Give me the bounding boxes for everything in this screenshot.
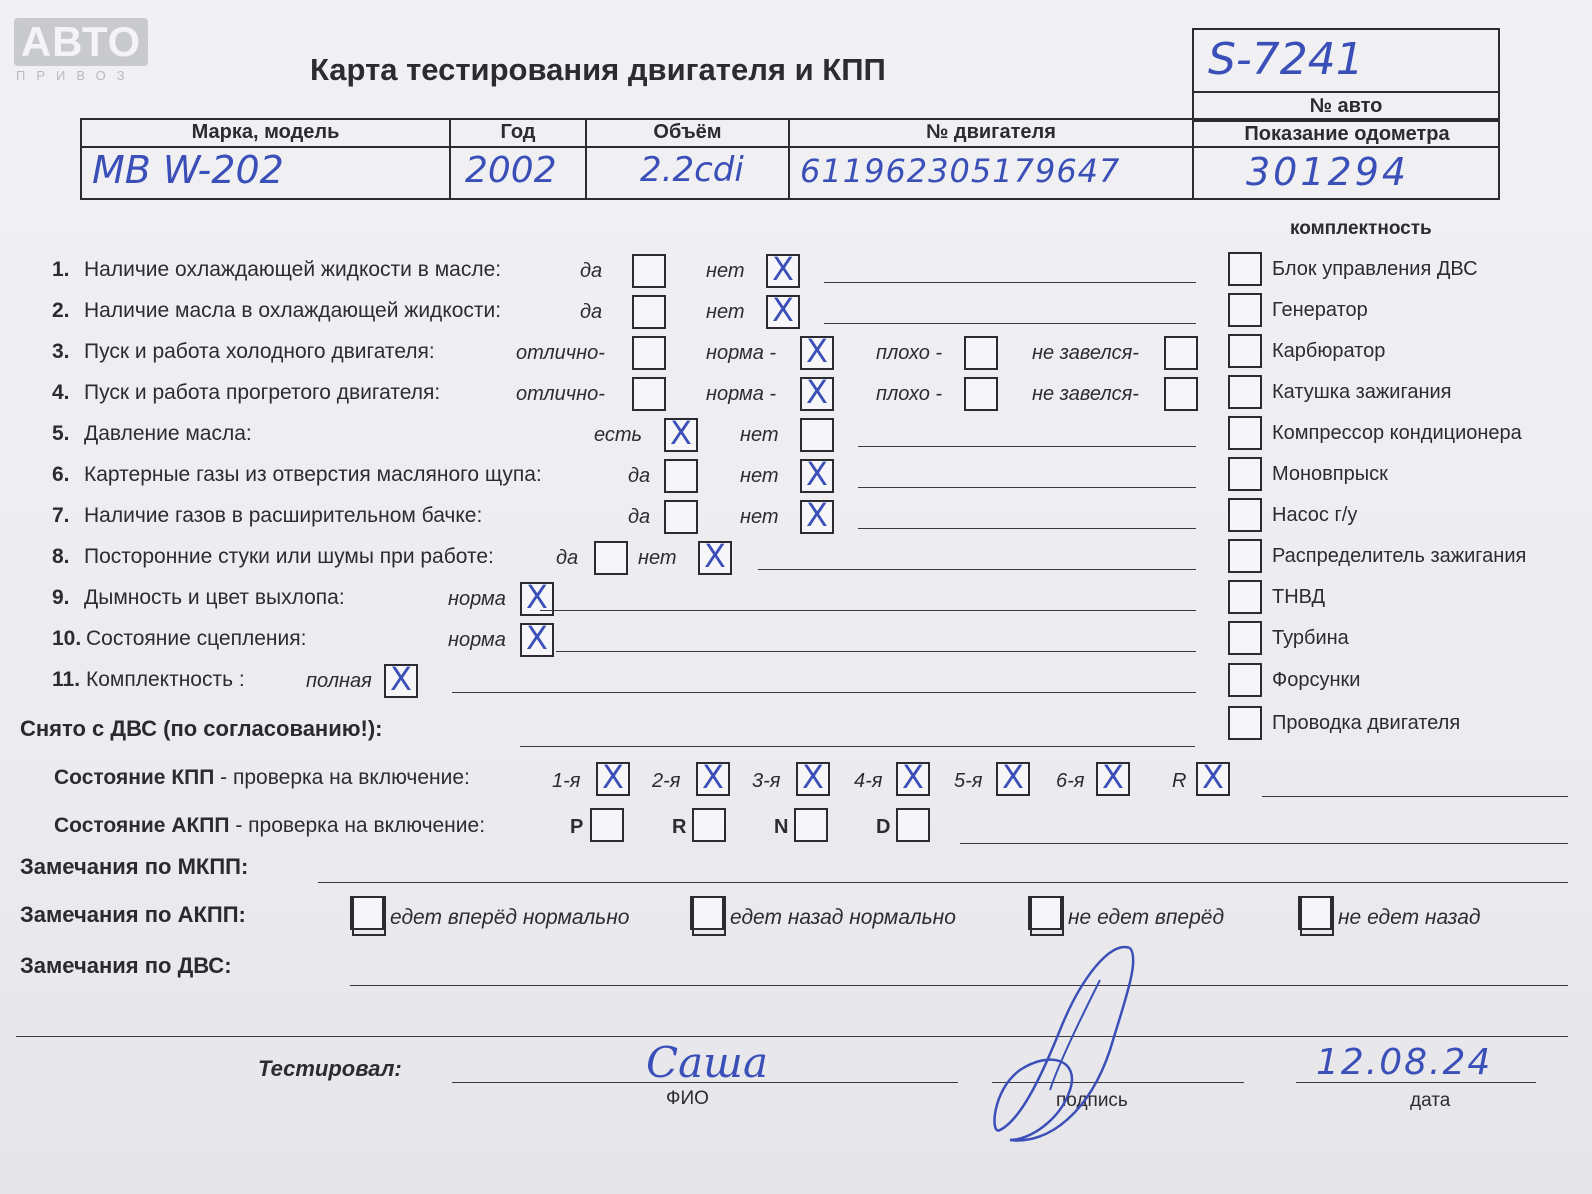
- row-label: Давление масла:: [84, 422, 252, 445]
- row-3-checkbox-2-mark: X: [806, 332, 828, 370]
- car-number-label: № авто: [1309, 95, 1383, 117]
- option-label: отлично-: [516, 383, 605, 405]
- completeness-item-label: Насос г/у: [1272, 504, 1358, 526]
- signature: [990, 940, 1150, 1150]
- row-6-checkbox-1[interactable]: [664, 459, 698, 493]
- kpp-gear-checkbox-1-mark: X: [602, 758, 624, 796]
- row-7-checkbox-1[interactable]: [664, 500, 698, 534]
- header-engine-number: № двигателя: [926, 121, 1056, 143]
- option-label: полная: [306, 670, 372, 692]
- row-4-checkbox-4[interactable]: [1164, 377, 1198, 411]
- completeness-item-label: ТНВД: [1272, 586, 1326, 608]
- akpp-gear-label: D: [876, 816, 891, 838]
- option-label: нет: [706, 301, 745, 323]
- completeness-item-label: Компрессор кондиционера: [1272, 422, 1522, 444]
- row-3-checkbox-1[interactable]: [632, 336, 666, 370]
- option-label: да: [556, 547, 579, 569]
- akpp-label: Состояние АКПП - проверка на включение:: [54, 814, 486, 837]
- answer-line: [452, 692, 1196, 693]
- row-number: 9.: [52, 586, 70, 609]
- answer-line: [824, 282, 1196, 283]
- answer-line: [556, 651, 1196, 652]
- date-caption: дата: [1410, 1090, 1451, 1111]
- row-label: Состояние сцепления:: [86, 627, 307, 650]
- row-number: 3.: [52, 340, 70, 363]
- completeness-item-label: Турбина: [1272, 627, 1349, 649]
- row-number: 5.: [52, 422, 70, 445]
- value-year: 2002: [465, 150, 557, 191]
- gear-label: R: [1172, 770, 1187, 792]
- row-8-checkbox-1[interactable]: [594, 541, 628, 575]
- row-number: 7.: [52, 504, 70, 527]
- header-volume: Объём: [653, 121, 722, 143]
- row-number: 10.: [52, 627, 82, 650]
- signature-caption: подпись: [1056, 1090, 1128, 1111]
- option-label: да: [628, 506, 651, 528]
- row-9-checkbox-1-mark: X: [526, 578, 548, 616]
- gear-label: 3-я: [752, 770, 781, 792]
- answer-line: [858, 528, 1196, 529]
- option-label: нет: [740, 465, 779, 487]
- value-odometer: 301294: [1246, 150, 1410, 194]
- row-number: 4.: [52, 381, 70, 404]
- completeness-item-label: Блок управления ДВС: [1272, 258, 1478, 280]
- row-3-checkbox-4[interactable]: [1164, 336, 1198, 370]
- tested-label: Тестировал:: [258, 1056, 402, 1081]
- row-label: Наличие масла в охлаждающей жидкости:: [84, 299, 502, 322]
- akpp-remark-box: [352, 896, 386, 936]
- completeness-title: комплектность: [1290, 218, 1432, 239]
- completeness-item-label: Карбюратор: [1272, 340, 1386, 362]
- akpp-gear-label: P: [570, 816, 584, 838]
- row-number: 1.: [52, 258, 70, 281]
- akpp-gear-checkbox-2[interactable]: [692, 808, 726, 842]
- value-volume: 2.2cdi: [640, 150, 744, 190]
- akpp-remark-label: не едет назад: [1338, 906, 1481, 929]
- option-label: плохо -: [876, 342, 943, 364]
- akpp-gear-label: R: [672, 816, 687, 838]
- row-6-checkbox-2-mark: X: [806, 455, 828, 493]
- answer-line: [540, 610, 1196, 611]
- row-2-checkbox-1[interactable]: [632, 295, 666, 329]
- row-label: Дымность и цвет выхлопа:: [84, 586, 345, 609]
- option-label: норма -: [706, 342, 777, 364]
- remarks-dvs-label: Замечания по ДВС:: [20, 953, 232, 978]
- fio-caption: ФИО: [666, 1088, 709, 1109]
- logo-subtitle: ПРИВОЗ: [16, 68, 136, 83]
- akpp-gear-checkbox-4[interactable]: [896, 808, 930, 842]
- row-4-checkbox-3[interactable]: [964, 377, 998, 411]
- akpp-remark-label: едет назад нормально: [730, 906, 956, 929]
- gear-label: 1-я: [552, 770, 581, 792]
- row-label: Посторонние стуки или шумы при работе:: [84, 545, 494, 568]
- completeness-checkbox-12[interactable]: [1228, 706, 1262, 740]
- option-label: нет: [740, 506, 779, 528]
- row-4-checkbox-2-mark: X: [806, 373, 828, 411]
- car-number-value: S-7241: [1208, 34, 1364, 85]
- remarks-akpp-label: Замечания по АКПП:: [20, 902, 246, 927]
- kpp-gear-checkbox-6-mark: X: [1102, 758, 1124, 796]
- option-label: да: [580, 260, 603, 282]
- gear-label: 6-я: [1056, 770, 1085, 792]
- gear-label: 5-я: [954, 770, 983, 792]
- answer-line: [824, 323, 1196, 324]
- completeness-item-label: Форсунки: [1272, 669, 1361, 691]
- akpp-gear-label: N: [774, 816, 789, 838]
- kpp-gear-checkbox-7-mark: X: [1202, 758, 1224, 796]
- row-label: Комплектность :: [86, 668, 245, 691]
- completeness-item-label: Проводка двигателя: [1272, 712, 1461, 734]
- kpp-label: Состояние КПП - проверка на включение:: [54, 766, 470, 789]
- removed-label: Снято с ДВС (по согласованию!):: [20, 716, 383, 741]
- completeness-item-label: Распределитель зажигания: [1272, 545, 1527, 567]
- akpp-gear-checkbox-3[interactable]: [794, 808, 828, 842]
- row-number: 2.: [52, 299, 70, 322]
- akpp-gear-checkbox-1[interactable]: [590, 808, 624, 842]
- completeness-item-label: Генератор: [1272, 299, 1368, 321]
- completeness-checkbox-10[interactable]: [1228, 621, 1262, 655]
- completeness-item-label: Моновпрыск: [1272, 463, 1388, 485]
- row-number: 8.: [52, 545, 70, 568]
- completeness-checkbox-1[interactable]: [1228, 252, 1262, 286]
- kpp-gear-checkbox-5-mark: X: [1002, 758, 1024, 796]
- row-label: Пуск и работа прогретого двигателя:: [84, 381, 441, 404]
- row-5-checkbox-1-mark: X: [670, 414, 692, 452]
- akpp-remark-label: не едет вперёд: [1068, 906, 1225, 929]
- completeness-checkbox-7[interactable]: [1228, 498, 1262, 532]
- option-label: нет: [706, 260, 745, 282]
- row-10-checkbox-1-mark: X: [526, 619, 548, 657]
- completeness-checkbox-11[interactable]: [1228, 663, 1262, 697]
- option-label: норма: [448, 588, 506, 610]
- answer-line: [758, 569, 1196, 570]
- row-11-checkbox-1-mark: X: [390, 660, 412, 698]
- option-label: норма: [448, 629, 506, 651]
- completeness-checkbox-8[interactable]: [1228, 539, 1262, 573]
- completeness-checkbox-5[interactable]: [1228, 416, 1262, 450]
- option-label: да: [580, 301, 603, 323]
- avtoprivoz-logo: АВТО: [14, 18, 148, 66]
- row-number: 11.: [52, 668, 81, 691]
- option-label: нет: [638, 547, 677, 569]
- option-label: норма -: [706, 383, 777, 405]
- akpp-remark-box: [1300, 896, 1334, 936]
- value-engine-number: 611962305179647: [800, 152, 1121, 190]
- option-label: нет: [740, 424, 779, 446]
- row-4-checkbox-1[interactable]: [632, 377, 666, 411]
- kpp-gear-checkbox-2-mark: X: [702, 758, 724, 796]
- row-label: Пуск и работа холодного двигателя:: [84, 340, 435, 363]
- row-1-checkbox-2-mark: X: [772, 250, 794, 288]
- completeness-checkbox-2[interactable]: [1228, 293, 1262, 327]
- option-label: отлично-: [516, 342, 605, 364]
- answer-line: [858, 446, 1196, 447]
- option-label: плохо -: [876, 383, 943, 405]
- remarks-mkpp-label: Замечания по МКПП:: [20, 854, 249, 879]
- header-year: Год: [500, 121, 536, 143]
- row-label: Картерные газы из отверстия масляного щупа:: [84, 463, 542, 486]
- completeness-item-label: Катушка зажигания: [1272, 381, 1452, 403]
- akpp-remark-label: едет вперёд нормально: [390, 906, 630, 929]
- completeness-checkbox-6[interactable]: [1228, 457, 1262, 491]
- option-label: не завелся-: [1032, 383, 1139, 405]
- row-8-checkbox-2-mark: X: [704, 537, 726, 575]
- option-label: да: [628, 465, 651, 487]
- kpp-gear-checkbox-3-mark: X: [802, 758, 824, 796]
- kpp-gear-checkbox-4-mark: X: [902, 758, 924, 796]
- answer-line: [858, 487, 1196, 488]
- akpp-remark-box: [692, 896, 726, 936]
- row-label: Наличие охлаждающей жидкости в масле:: [84, 258, 502, 281]
- row-3-checkbox-3[interactable]: [964, 336, 998, 370]
- akpp-remark-box: [1030, 896, 1064, 936]
- gear-label: 4-я: [854, 770, 883, 792]
- tester-name: Саша: [646, 1038, 769, 1087]
- form-title: Карта тестирования двигателя и КПП: [310, 52, 886, 87]
- gear-label: 2-я: [652, 770, 681, 792]
- completeness-checkbox-4[interactable]: [1228, 375, 1262, 409]
- value-make-model: МВ W-202: [92, 148, 284, 192]
- header-odometer: Показание одометра: [1244, 123, 1450, 145]
- header-make-model: Марка, модель: [191, 121, 340, 143]
- option-label: есть: [594, 424, 643, 446]
- test-date: 12.08.24: [1316, 1042, 1493, 1083]
- row-label: Наличие газов в расширительном бачке:: [84, 504, 483, 527]
- row-5-checkbox-2[interactable]: [800, 418, 834, 452]
- row-2-checkbox-2-mark: X: [772, 291, 794, 329]
- completeness-checkbox-9[interactable]: [1228, 580, 1262, 614]
- row-1-checkbox-1[interactable]: [632, 254, 666, 288]
- row-number: 6.: [52, 463, 70, 486]
- row-7-checkbox-2-mark: X: [806, 496, 828, 534]
- option-label: не завелся-: [1032, 342, 1139, 364]
- completeness-checkbox-3[interactable]: [1228, 334, 1262, 368]
